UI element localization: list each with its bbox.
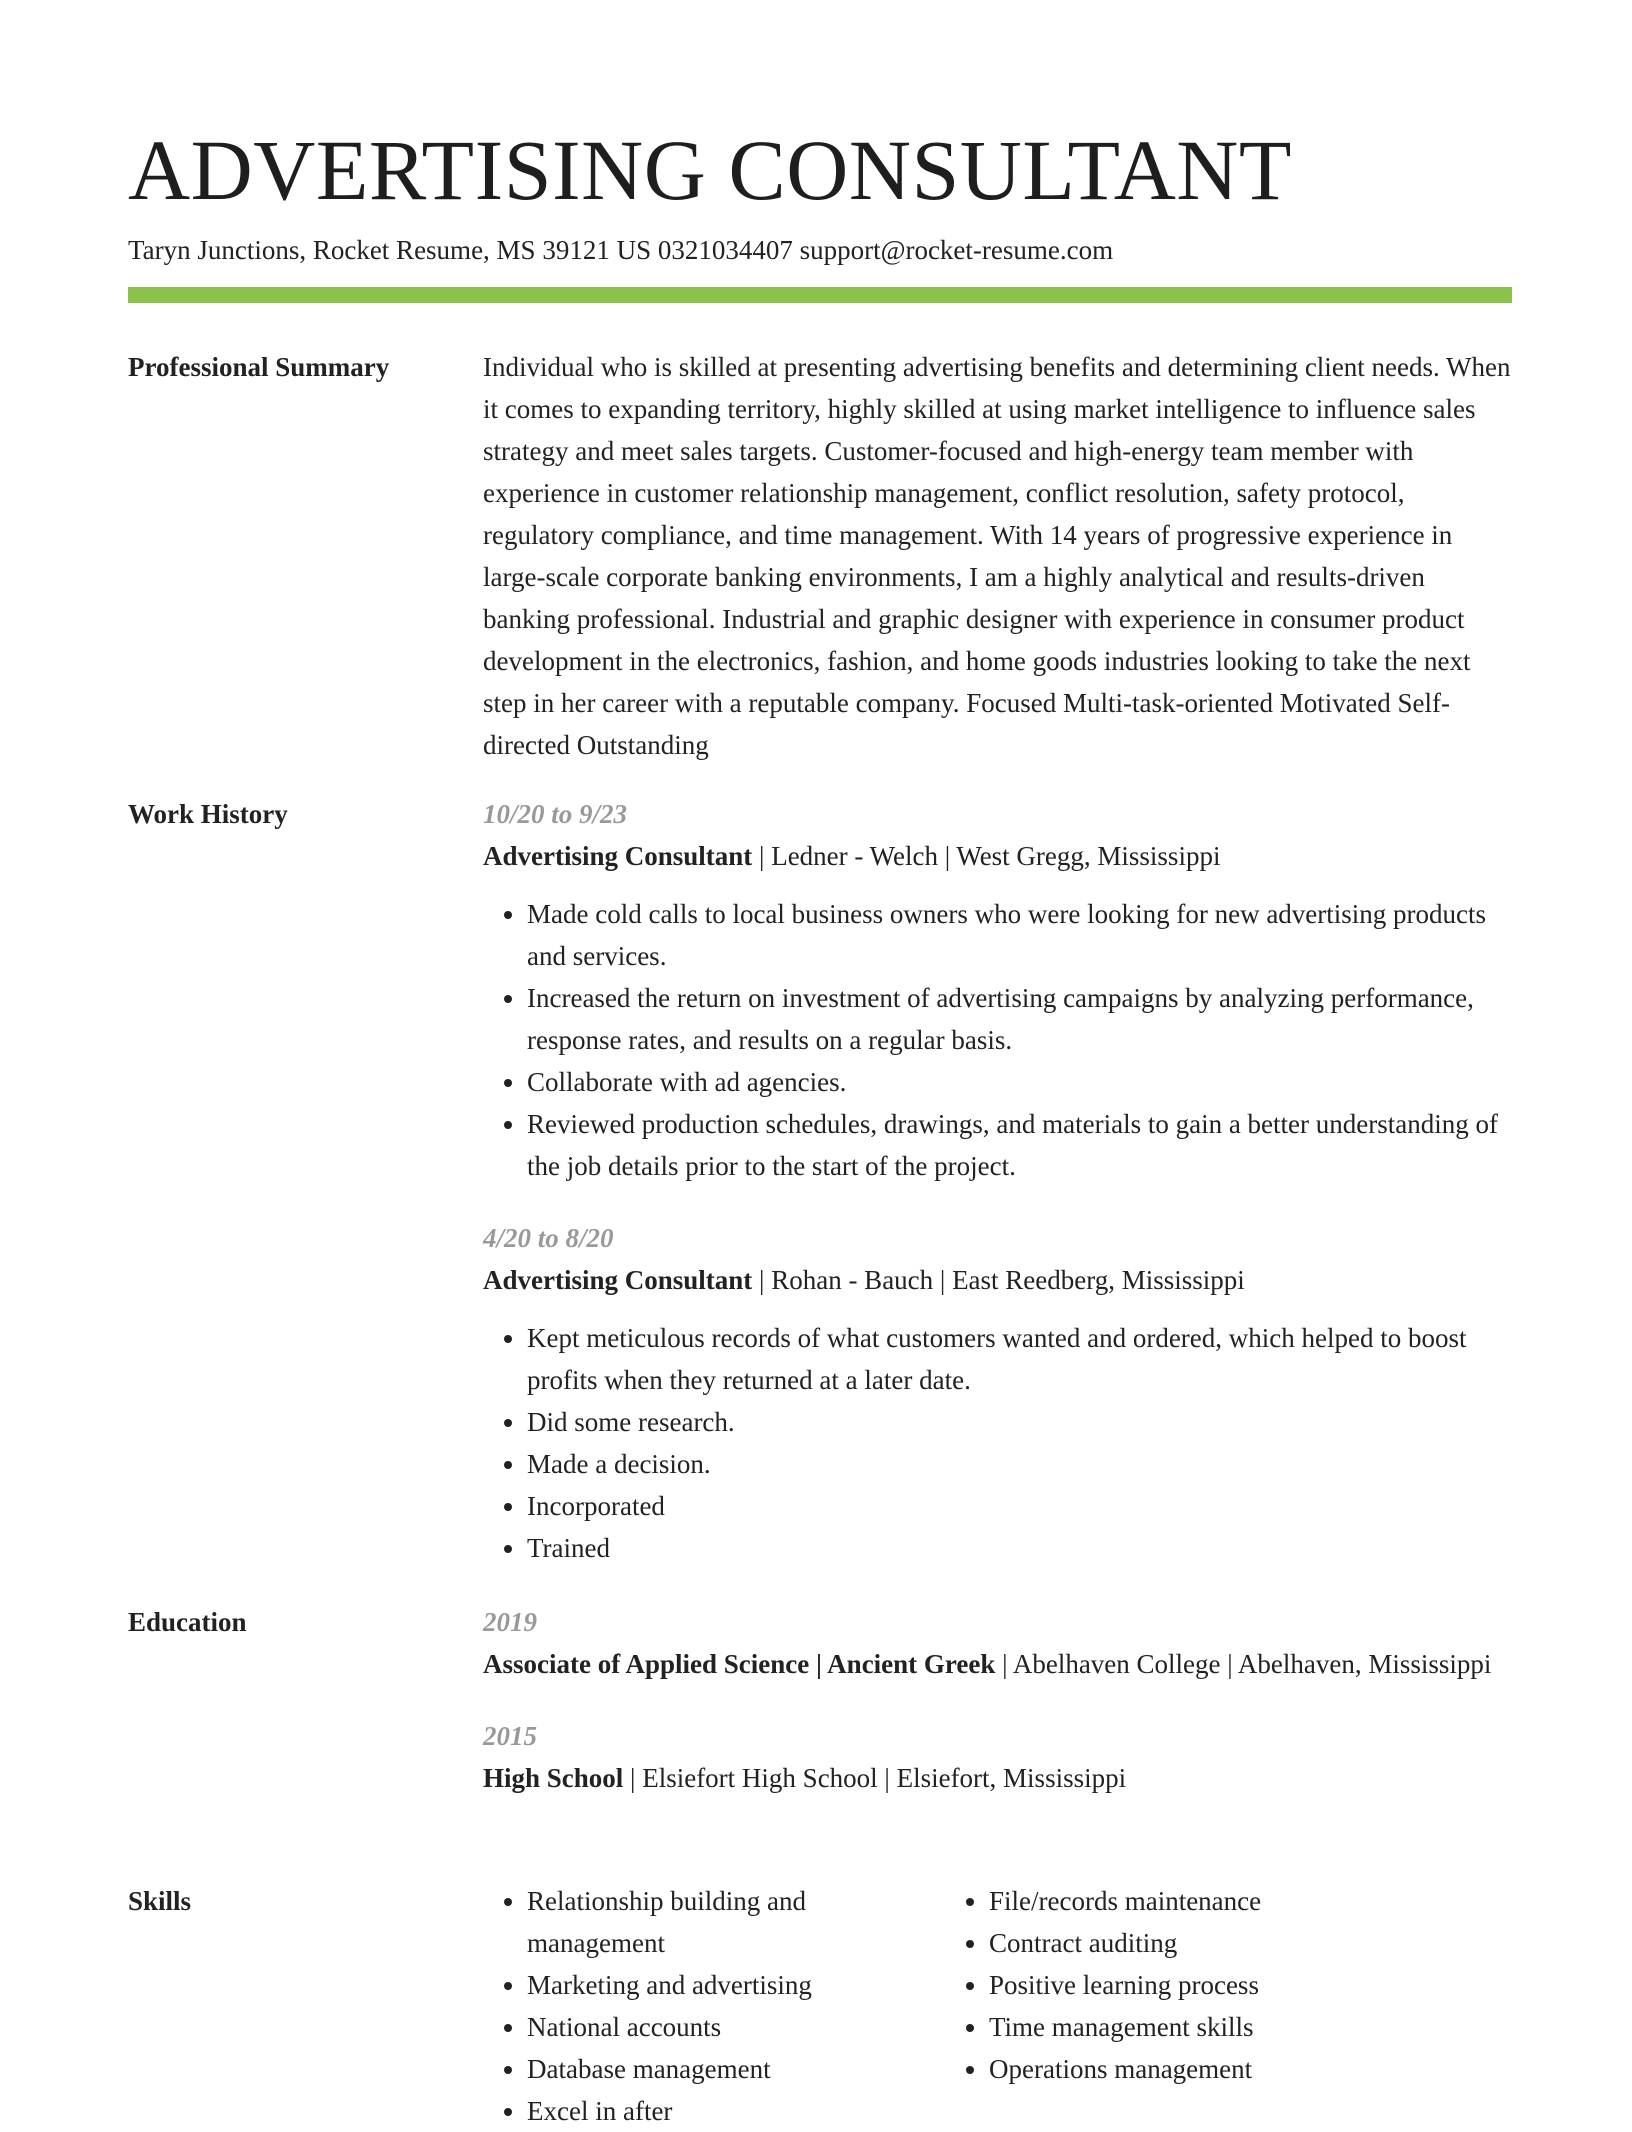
- skills-list-left: [483, 1880, 945, 2132]
- list-item: • Operations management: [989, 2048, 1505, 2090]
- list-item: • Made a decision.: [527, 1443, 1515, 1485]
- degree-name: Associate of Applied Science | Ancient Greek: [483, 1649, 996, 1679]
- job-title: Advertising Consultant: [483, 841, 753, 871]
- education-entry: [483, 1715, 1515, 1799]
- education-body: [483, 1601, 1515, 1799]
- list-item: • Relationship building and management: [527, 1880, 945, 1964]
- resume-title: ADVERTISING CONSULTANT: [128, 122, 1292, 218]
- job-bullets: [483, 893, 1515, 1187]
- list-item: • Incorporated: [527, 1485, 1515, 1527]
- job-details: | Rohan - Bauch | East Reedberg, Mississippi: [752, 1265, 1245, 1295]
- school-details: | Elsiefort High School | Elsiefort, Mississippi: [623, 1763, 1127, 1793]
- skills-heading: Skills: [128, 1886, 192, 1916]
- school-details: | Abelhaven College | Abelhaven, Mississippi: [995, 1649, 1492, 1679]
- list-item: • Trained: [527, 1527, 1515, 1569]
- list-item: • Marketing and advertising: [527, 1964, 945, 2006]
- summary-text: Individual who is skilled at presenting advertising benefits and determining client needs. When it comes to expanding territory, highly skilled at using market intelligence to influence sales strategy and meet sales targets. Customer-focused and high-energy team member with experience in customer relationship management, conflict resolution, safety protocol, regulatory compliance, and time management. With 14 years of progressive experience in large-scale corporate banking environments, I am a highly analytical and results-driven banking professional. Industrial and graphic designer with experience in consumer product development in the electronics, fashion, and home goods industries looking to take the next step in her career with a reputable company. Focused Multi-task-oriented Motivated Self-directed Outstanding: [483, 352, 1511, 760]
- skills-columns: [483, 1880, 1515, 2132]
- job-dates: 4/20 to 8/20: [483, 1223, 614, 1253]
- job-heading: [483, 1259, 1515, 1301]
- job-entry: [483, 793, 1515, 1187]
- list-item: • Kept meticulous records of what customers wanted and ordered, which helped to boost profits when they returned at a later date.: [527, 1317, 1515, 1401]
- work-history-heading: Work History: [128, 799, 288, 829]
- list-item: • Time management skills: [989, 2006, 1505, 2048]
- list-item: • Positive learning process: [989, 1964, 1505, 2006]
- list-item: • National accounts: [527, 2006, 945, 2048]
- education-year: 2015: [483, 1721, 537, 1751]
- list-item: • Collaborate with ad agencies.: [527, 1061, 1515, 1103]
- education-heading-line: [483, 1643, 1515, 1685]
- list-item: • Contract auditing: [989, 1922, 1505, 1964]
- job-heading: [483, 835, 1515, 877]
- skills-list-right: [945, 1880, 1505, 2132]
- job-entry: [483, 1217, 1515, 1569]
- education-entry: [483, 1601, 1515, 1685]
- job-title: Advertising Consultant: [483, 1265, 753, 1295]
- job-details: | Ledner - Welch | West Gregg, Mississippi: [752, 841, 1221, 871]
- skills-body: [483, 1880, 1515, 2132]
- accent-divider: [128, 287, 1512, 303]
- list-item: • File/records maintenance: [989, 1880, 1505, 1922]
- list-item: • Excel in after: [527, 2090, 945, 2132]
- degree-name: High School: [483, 1763, 624, 1793]
- summary-heading: Professional Summary: [128, 352, 390, 382]
- work-history-body: [483, 793, 1515, 1569]
- job-bullets: [483, 1317, 1515, 1569]
- job-dates: 10/20 to 9/23: [483, 799, 628, 829]
- list-item: • Did some research.: [527, 1401, 1515, 1443]
- list-item: • Made cold calls to local business owners who were looking for new advertising products and services.: [527, 893, 1515, 977]
- education-heading: Education: [128, 1607, 247, 1637]
- summary-body: [483, 346, 1515, 766]
- list-item: • Reviewed production schedules, drawings, and materials to gain a better understanding of the job details prior to the start of the project.: [527, 1103, 1515, 1187]
- list-item: • Database management: [527, 2048, 945, 2090]
- contact-line: Taryn Junctions, Rocket Resume, MS 39121 US 0321034407 support@rocket-resume.com: [128, 235, 1114, 265]
- list-item: • Increased the return on investment of advertising campaigns by analyzing performance, response rates, and results on a regular basis.: [527, 977, 1515, 1061]
- education-heading-line: [483, 1757, 1515, 1799]
- education-year: 2019: [483, 1607, 537, 1637]
